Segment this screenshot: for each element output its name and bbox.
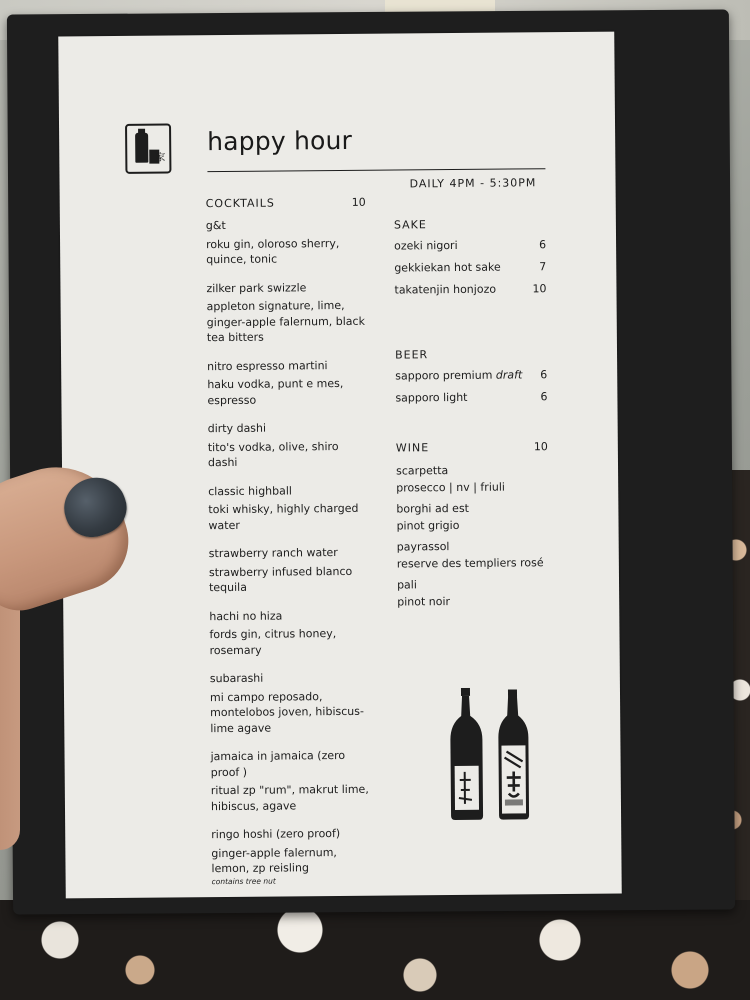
- cocktail-name: strawberry ranch water: [208, 546, 338, 561]
- wine-description: prosecco | nv | friuli: [396, 480, 505, 495]
- beer-name: sapporo light: [395, 390, 468, 405]
- beer-header: [395, 347, 547, 361]
- cocktail-name: nitro espresso martini: [207, 358, 328, 373]
- beer-list: [395, 368, 547, 404]
- beer-name-wrap: [395, 391, 467, 405]
- sake-item: [394, 260, 546, 274]
- cocktail-item: [208, 482, 368, 533]
- restaurant-logo-icon: [125, 123, 171, 173]
- cocktails-header: [206, 196, 366, 210]
- wine-name: pali: [396, 578, 417, 592]
- sake-price: 7: [539, 260, 547, 274]
- cocktail-name: dirty dashi: [207, 421, 267, 436]
- menu-title: happy hour: [207, 125, 353, 157]
- wine-description: pinot noir: [397, 595, 451, 609]
- cocktail-item: [207, 357, 367, 408]
- cocktail-description: fords gin, citrus honey, rosemary: [209, 627, 337, 657]
- wine-list: [396, 461, 549, 610]
- logo-kanji: 家: [155, 152, 166, 164]
- wine-description: reserve des templiers rosé: [396, 556, 544, 571]
- sake-item: [394, 282, 546, 296]
- cocktail-description: toki whisky, highly charged water: [208, 501, 359, 532]
- sake-name: gekkiekan hot sake: [394, 260, 501, 275]
- beer-price: 6: [540, 390, 548, 404]
- sake-price: 10: [532, 282, 547, 296]
- cocktail-name: subarashi: [209, 671, 264, 686]
- sake-price: 6: [539, 238, 547, 252]
- cocktail-item: [211, 826, 372, 887]
- wine-description: pinot grigio: [396, 518, 460, 533]
- wine-heading: WINE: [395, 441, 430, 455]
- cocktail-item: [206, 279, 367, 345]
- happy-hour-times: DAILY 4PM - 5:30PM: [409, 176, 537, 191]
- wine-name: scarpetta: [395, 464, 449, 478]
- cocktail-description: roku gin, oloroso sherry, quince, tonic: [206, 236, 340, 267]
- beer-heading: BEER: [394, 348, 429, 362]
- cocktail-item: [208, 420, 368, 471]
- sake-heading: SAKE: [393, 218, 427, 232]
- wine-item: [397, 575, 549, 610]
- cocktail-item: [210, 748, 371, 814]
- wine-item: [396, 499, 548, 534]
- beer-name: sapporo premium: [395, 368, 493, 383]
- sake-header: [394, 217, 546, 231]
- beer-item: [395, 368, 547, 382]
- cocktail-name: zilker park swizzle: [206, 280, 307, 295]
- title-divider: [207, 168, 545, 172]
- beer-price: 6: [540, 368, 548, 382]
- sake-name: takatenjin honjozo: [394, 282, 497, 297]
- allergen-note: contains tree nut: [211, 876, 276, 886]
- sake-list: [394, 238, 546, 296]
- cocktail-name: jamaica in jamaica (zero proof ): [210, 748, 346, 779]
- cocktail-item: [209, 545, 369, 596]
- sake-item: [394, 238, 546, 252]
- cocktail-description: haku vodka, punt e mes, espresso: [207, 376, 344, 407]
- logo-bottle: [135, 133, 148, 163]
- sake-bottle-right-icon: [498, 689, 529, 819]
- cocktail-description: ritual zp "rum", makrut lime, hibiscus, agave: [210, 782, 369, 813]
- drinks-column: [394, 217, 549, 614]
- wine-name: payrassol: [396, 540, 450, 554]
- beer-style: draft: [495, 368, 523, 382]
- cocktail-name: hachi no hiza: [209, 609, 283, 623]
- wine-item: [396, 461, 548, 496]
- beer-item: [395, 390, 547, 404]
- cocktail-description: appleton signature, lime, ginger-apple falernum, black tea bitters: [206, 298, 366, 345]
- cocktails-heading: COCKTAILS: [205, 196, 275, 211]
- beer-name-wrap: [395, 368, 522, 382]
- cocktail-description: mi campo reposado, montelobos joven, hibiscus-lime agave: [209, 689, 364, 735]
- sake-bottle-left-icon: [450, 688, 483, 820]
- cocktail-description: tito's vodka, olive, shiro dashi: [207, 439, 339, 470]
- cocktail-description: strawberry infused blanco tequila: [208, 564, 353, 595]
- cocktail-item: [210, 670, 371, 736]
- cocktail-name: ringo hoshi (zero proof): [211, 827, 341, 842]
- cocktail-description: ginger-apple falernum, lemon, zp reisling: [211, 845, 337, 876]
- wine-price: 10: [533, 440, 548, 454]
- cocktail-item: [209, 607, 369, 658]
- cocktail-name: classic highball: [208, 483, 293, 498]
- hand-palm: [0, 590, 20, 850]
- wine-item: [397, 537, 549, 572]
- wine-name: borghi ad est: [396, 501, 470, 516]
- cocktails-section: [206, 196, 372, 900]
- wine-header: [396, 440, 548, 454]
- cocktails-price: 10: [351, 195, 366, 209]
- cocktail-item: [206, 217, 366, 268]
- cocktail-list: [206, 217, 372, 887]
- sake-name: ozeki nigori: [394, 238, 458, 253]
- menu-sheet: [58, 32, 622, 899]
- floral-fabric: [0, 900, 750, 1000]
- cocktail-name: g&t: [205, 218, 226, 233]
- sake-bottles-illustration: [446, 687, 539, 823]
